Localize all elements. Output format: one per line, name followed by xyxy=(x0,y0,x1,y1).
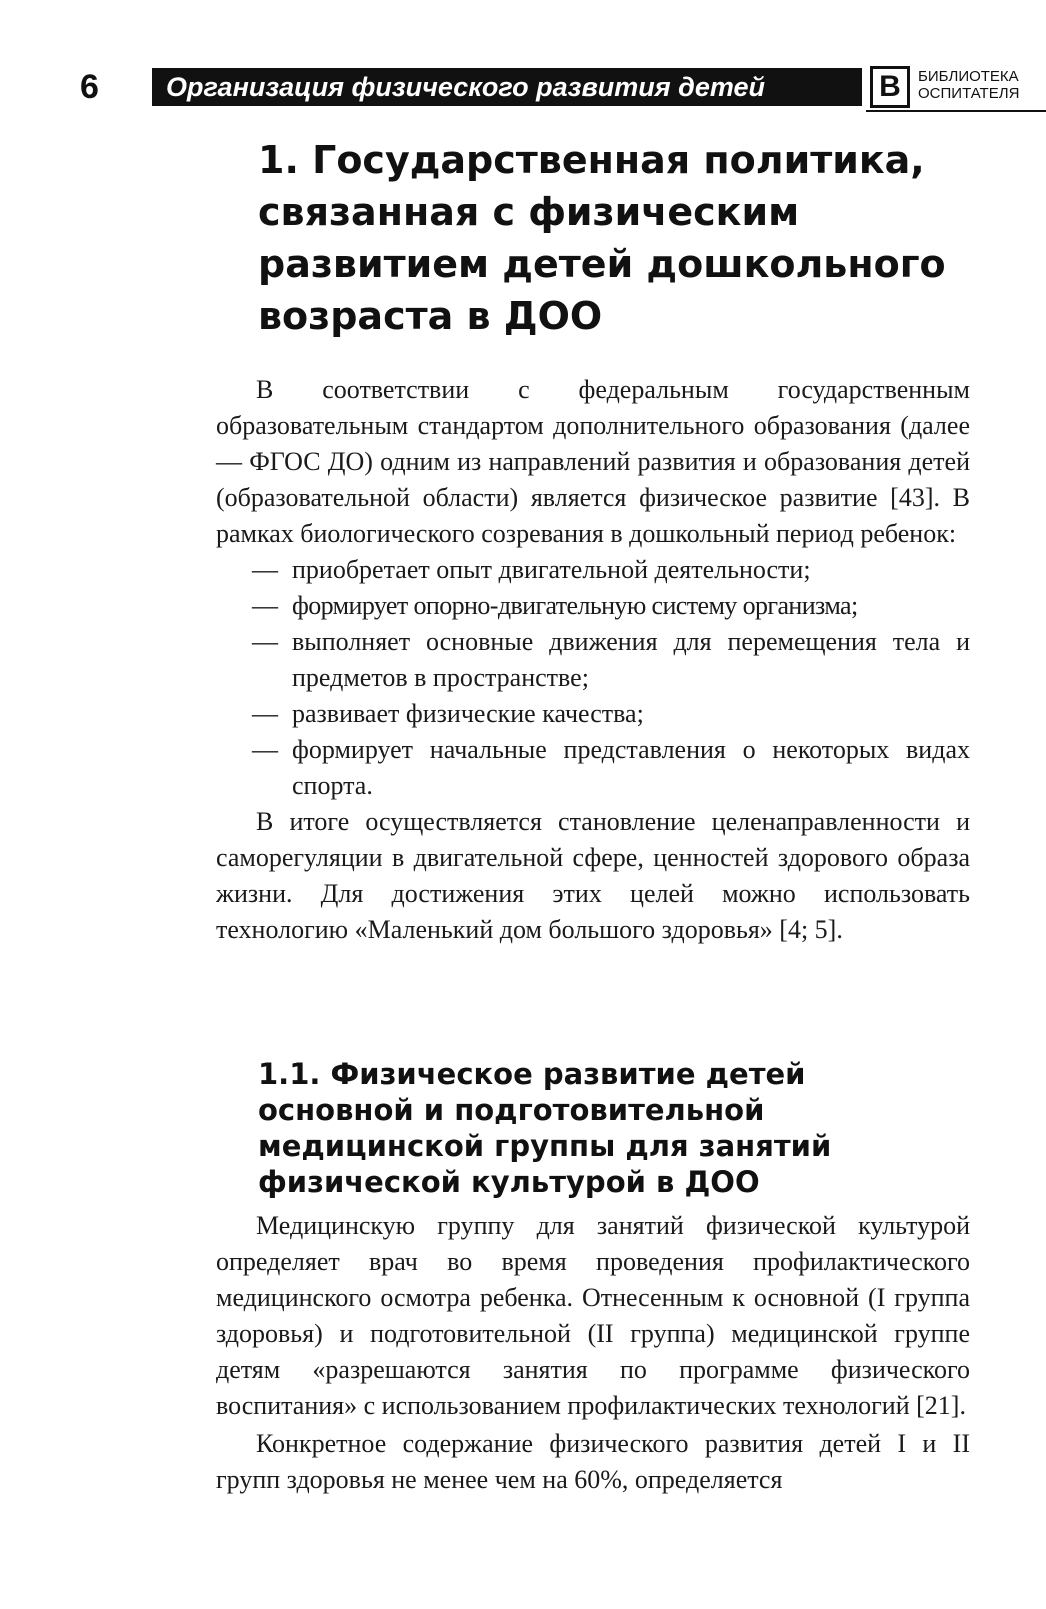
running-title: Организация физического развития детей xyxy=(152,68,862,106)
series-logo-icon: В xyxy=(870,66,910,108)
content-paragraph: Конкретное содержание физического развития детей I и II групп здоровья не менее чем на 60%, определяется xyxy=(216,1429,970,1494)
chapter-title-line: связанная с физическим xyxy=(258,190,800,234)
chapter-body xyxy=(216,372,970,948)
list-item-text: формирует опорно-двигательную систему организма; xyxy=(292,591,858,620)
chapter-title-line: 1. Государственная политика, xyxy=(258,138,925,182)
conclusion-paragraph: В итоге осуществляется становление целенаправленности и саморегуляции в двигательной сфере, ценностей здорового образа жизни. Для достижения этих целей можно использовать технологию «Маленький дом большого здоровья» [4; 5]. xyxy=(216,807,970,944)
subsection-title-line: физической культурой в ДОО xyxy=(258,1165,760,1199)
list-dash: — xyxy=(252,627,278,656)
chapter-title-line: развитием детей дошкольного xyxy=(258,242,946,286)
page-number: 6 xyxy=(80,68,99,106)
subsection-title-line: 1.1. Физическое развитие детей xyxy=(258,1057,806,1091)
list-item xyxy=(216,552,970,588)
list-dash: — xyxy=(252,699,278,728)
list-item-text: выполняет основные движения для перемещения тела и предметов в пространстве; xyxy=(292,627,970,692)
chapter-title-line: возраста в ДОО xyxy=(258,294,603,338)
list-item xyxy=(216,696,970,732)
subsection-body xyxy=(216,1208,970,1498)
list-dash: — xyxy=(252,555,278,584)
running-header xyxy=(80,64,1020,110)
list-item xyxy=(216,588,970,624)
list-item-text: приобретает опыт двигательной деятельности; xyxy=(292,555,811,584)
series-logo-line2: ОСПИТАТЕЛЯ xyxy=(918,85,1020,102)
list-item-text: формирует начальные представления о некоторых видах спорта. xyxy=(292,735,970,800)
series-logo-text xyxy=(918,68,1019,102)
list-item-text: развивает физические качества; xyxy=(292,699,644,728)
subsection-title xyxy=(258,1056,938,1200)
subsection-title-line: медицинской группы для занятий xyxy=(258,1129,832,1163)
subsection-title-line: основной и подготовительной xyxy=(258,1093,765,1127)
medical-group-paragraph: Медицинскую группу для занятий физической культурой определяет врач во время проведения профилактического медицинского осмотра ребенка. Отнесенным к основной (I группа здоровья) и подготовительной (II группа) медицинской группе детям «разрешаются занятия по программе физического воспитания» с использованием профилактических технологий [21]. xyxy=(216,1211,970,1420)
series-logo-line1: БИБЛИОТЕКА xyxy=(918,68,1019,85)
list-dash: — xyxy=(252,735,278,764)
list-dash: — xyxy=(252,591,278,620)
development-list xyxy=(216,552,970,804)
header-divider xyxy=(866,110,1046,112)
list-item xyxy=(216,624,970,696)
chapter-title xyxy=(258,134,958,342)
intro-paragraph: В соответствии с федеральным государственным образовательным стандартом дополнительного образования (далее — ФГОС ДО) одним из направлений развития и образования детей (образовательной области) является физическое развитие [43]. В рамках биологического созревания в дошкольный период ребенок: xyxy=(216,375,970,548)
list-item xyxy=(216,732,970,804)
